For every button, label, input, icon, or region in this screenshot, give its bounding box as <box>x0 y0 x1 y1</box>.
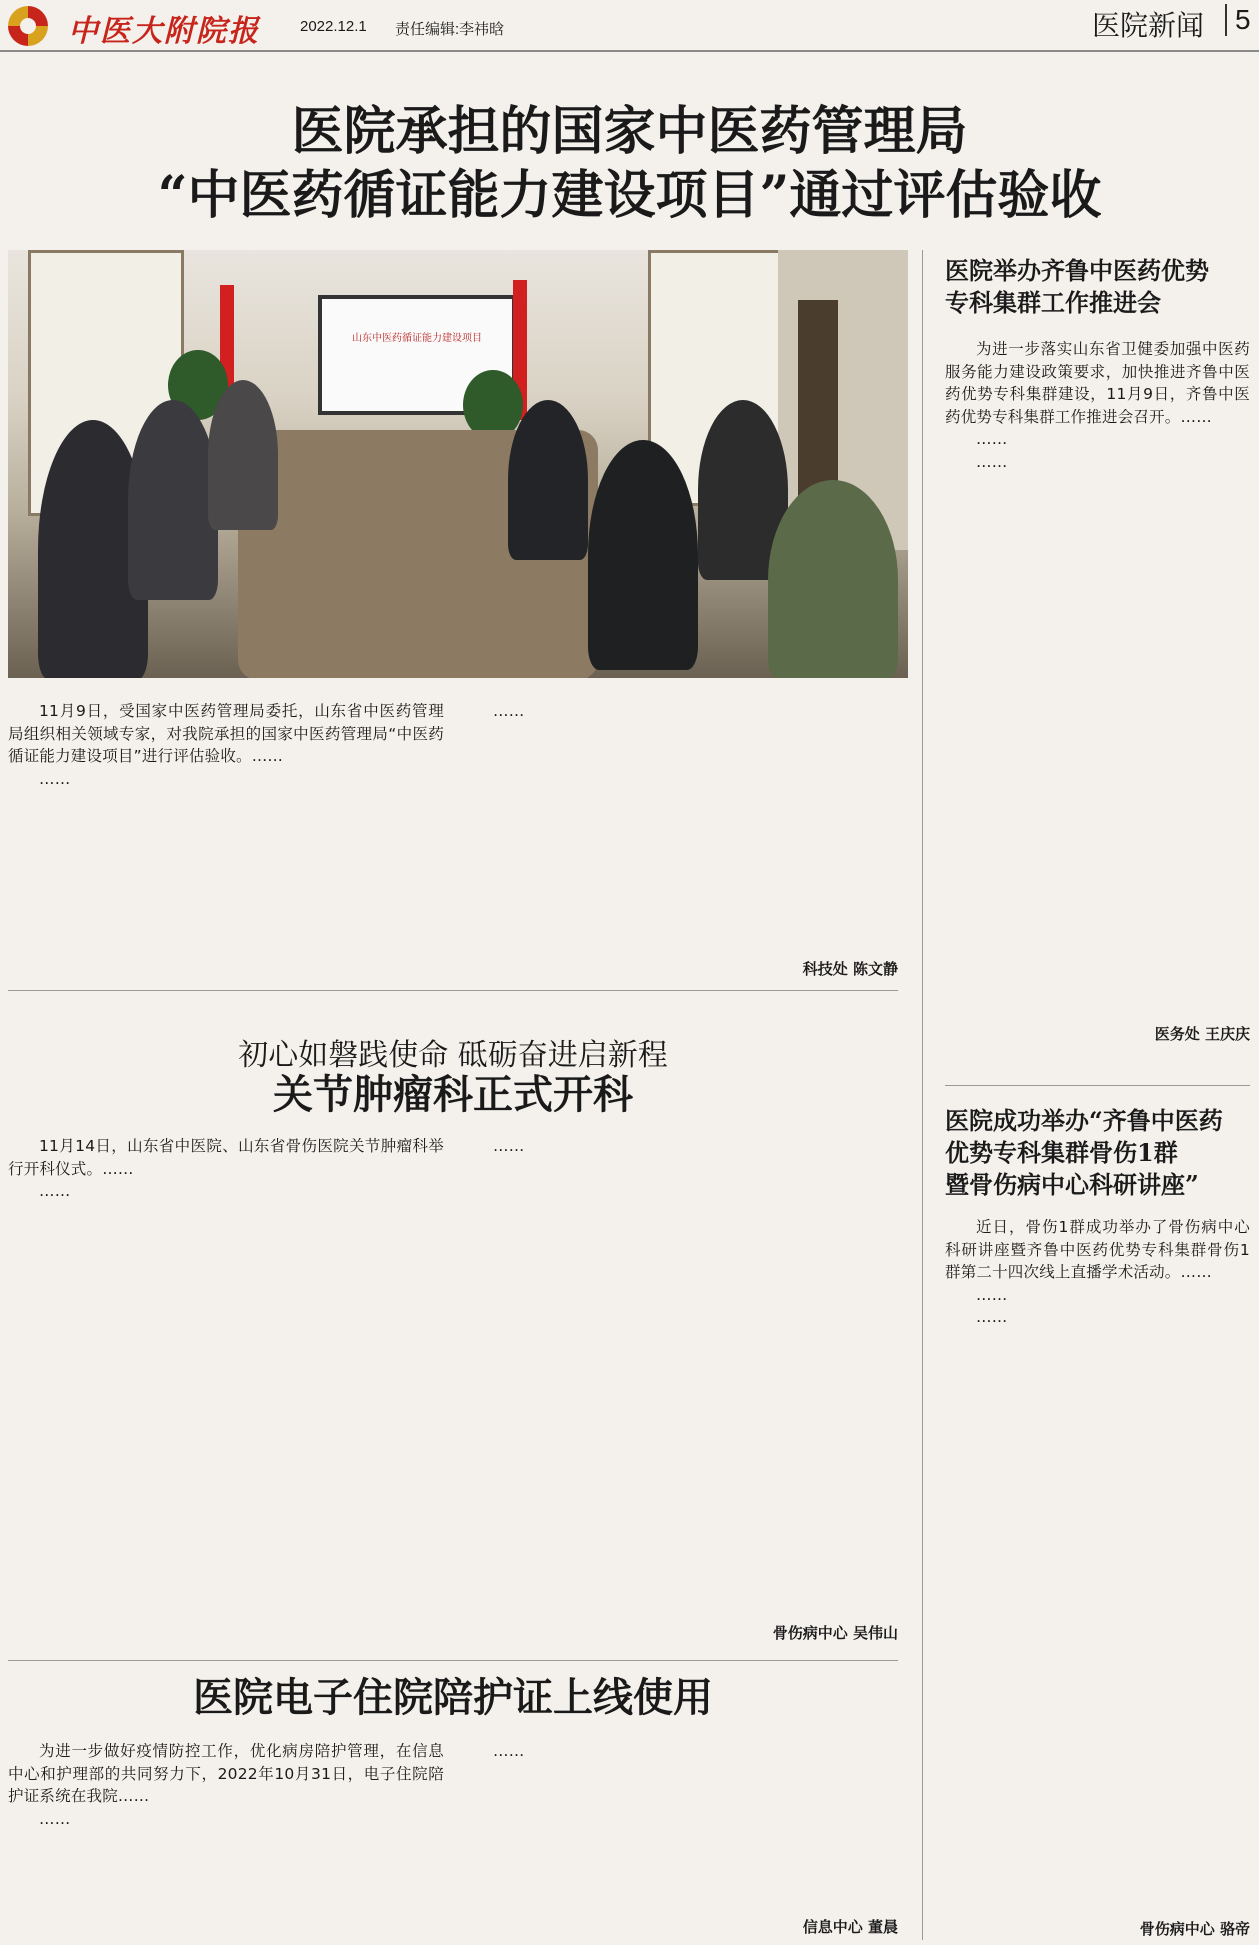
article2-paragraph: 11月14日，山东省中医院、山东省骨伤医院关节肿瘤科举行开科仪式。…… <box>8 1137 444 1178</box>
photo-person <box>768 480 898 678</box>
side2-paragraph: …… <box>976 1308 1008 1326</box>
article1-paragraph: …… <box>39 769 71 788</box>
article1-byline: 科技处 陈文静 <box>802 960 898 978</box>
article2-body-col1 <box>8 1135 444 1645</box>
side2-paragraph: …… <box>976 1285 1008 1304</box>
side1-paragraph: …… <box>976 430 1008 448</box>
article3-paragraph: …… <box>39 1809 71 1828</box>
responsible-editor: 责任编辑:李祎晗 <box>395 21 505 38</box>
side2-headline <box>945 1105 1250 1201</box>
side1-headline-line1: 医院举办齐鲁中医药优势 <box>945 256 1209 285</box>
article3-body-col2 <box>462 1740 898 1910</box>
photo-person <box>508 400 588 560</box>
column-divider <box>922 250 923 1940</box>
page-number: 5 <box>1225 4 1251 36</box>
side2-byline: 骨伤病中心 骆帝 <box>1139 1920 1250 1938</box>
paper-name: 中医大附院报 <box>68 14 260 49</box>
issue-date: 2022.12.1 <box>300 18 367 35</box>
article1-headline-line1: 医院承担的国家中医药管理局 <box>291 101 968 162</box>
photo-person <box>208 380 278 530</box>
article3-paragraph: …… <box>493 1742 525 1760</box>
side2-headline-line2: 优势专科集群骨伤1群 <box>945 1138 1178 1167</box>
article3-body-col1 <box>8 1740 444 1940</box>
photo-screen-text: 山东中医药循证能力建设项目 <box>352 333 482 344</box>
side1-headline-line2: 专科集群工作推进会 <box>945 288 1161 317</box>
article1-headline-line2: “中医药循证能力建设项目”通过评估验收 <box>157 165 1102 226</box>
side1-paragraph: 为进一步落实山东省卫健委加强中医药服务能力建设政策要求，加快推进齐鲁中医药优势专科集群建设，11月9日，齐鲁中医药优势专科集群工作推进会召开。…… <box>945 340 1250 426</box>
article1-headline <box>0 100 1259 228</box>
article2-paragraph: …… <box>39 1182 71 1200</box>
article1-body-col2 <box>462 700 898 930</box>
side1-body <box>945 338 1250 1018</box>
article3-paragraph: 为进一步做好疫情防控工作，优化病房陪护管理，在信息中心和护理部的共同努力下，2022年10月31日，电子住院陪护证系统在我院…… <box>8 1742 444 1805</box>
article2-paragraph: …… <box>493 1137 525 1155</box>
article1-paragraph: …… <box>493 702 525 720</box>
article2-body-col2 <box>462 1135 898 1615</box>
side1-paragraph: …… <box>976 452 1008 471</box>
side1-byline: 医务处 王庆庆 <box>1154 1025 1250 1043</box>
divider <box>8 1660 898 1661</box>
meeting-photo <box>8 250 908 678</box>
article2-byline: 骨伤病中心 吴伟山 <box>772 1624 898 1642</box>
photo-person <box>588 440 698 670</box>
side1-headline <box>945 255 1250 319</box>
side2-headline-line1: 医院成功举办“齐鲁中医药 <box>945 1106 1223 1135</box>
article3-byline: 信息中心 董晨 <box>802 1918 898 1936</box>
article3-headline: 医院电子住院陪护证上线使用 <box>193 1674 713 1721</box>
divider <box>945 1085 1250 1086</box>
section-name: 医院新闻 <box>1092 10 1205 41</box>
article1-body-col1 <box>8 700 444 960</box>
newspaper-logo-icon <box>8 6 48 46</box>
article2-headline: 关节肿瘤科正式开科 <box>273 1071 633 1118</box>
side2-headline-line3: 暨骨伤病中心科研讲座” <box>945 1170 1199 1199</box>
divider <box>8 990 898 991</box>
article2-subtitle: 初心如磐践使命 砥砺奋进启新程 <box>238 1038 668 1073</box>
side2-body <box>945 1216 1250 1916</box>
photo-person <box>128 400 218 600</box>
side2-paragraph: 近日，骨伤1群成功举办了骨伤病中心科研讲座暨齐鲁中医药优势专科集群骨伤1群第二十四次线上直播学术活动。…… <box>945 1218 1250 1281</box>
masthead <box>0 0 1259 52</box>
article1-paragraph: 11月9日，受国家中医药管理局委托，山东省中医药管理局组织相关领域专家，对我院承担的国家中医药管理局“中医药循证能力建设项目”进行评估验收。…… <box>8 702 444 765</box>
